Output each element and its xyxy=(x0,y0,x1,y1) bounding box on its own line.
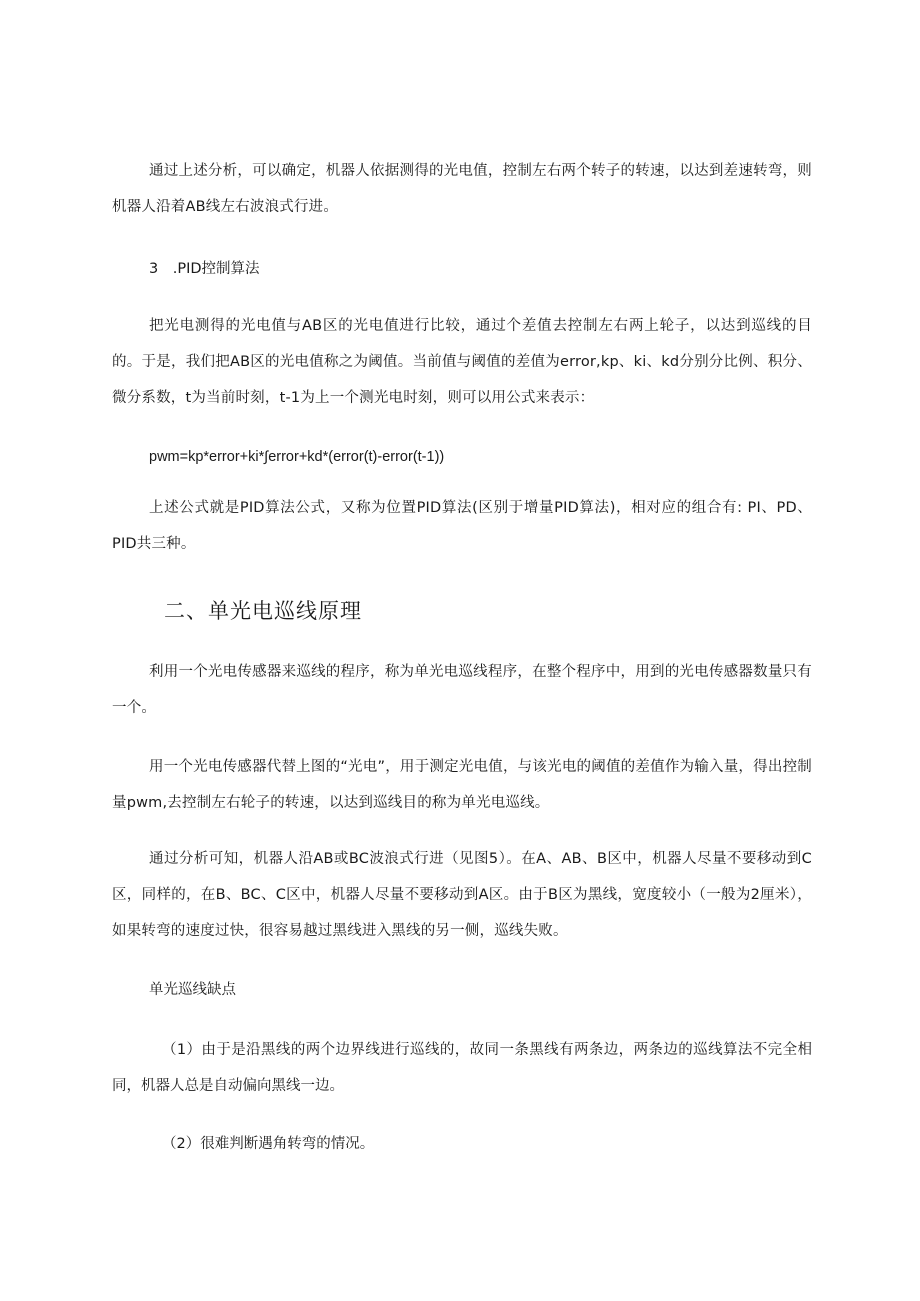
paragraph-single-sensor-method: 用一个光电传感器代替上图的“光电”，用于测定光电值，与该光电的阈值的差值作为输入量，得出控制量pwm,去控制左右轮子的转速，以达到巡线目的称为单光电巡线。 xyxy=(112,759,812,811)
drawback-item-1: （1）由于是沿黑线的两个边界线进行巡线的，故同一条黑线有两条边，两条边的巡线算法不完全相同，机器人总是自动偏向黑线一边。 xyxy=(112,1042,812,1094)
drawback-item-2: （2）很难判断遇角转弯的情况。 xyxy=(162,1136,375,1152)
paragraph-analysis-conclusion: 通过上述分析，可以确定，机器人依据测得的光电值，控制左右两个转子的转速，以达到差速转弯，则机器人沿着AB线左右波浪式行进。 xyxy=(112,163,812,215)
paragraph-single-sensor-definition: 利用一个光电传感器来巡线的程序，称为单光电巡线程序，在整个程序中，用到的光电传感器数量只有一个。 xyxy=(112,664,812,716)
paragraph-pid-description: 把光电测得的光电值与AB区的光电值进行比较，通过个差值去控制左右两上轮子，以达到巡线的目的。于是，我们把AB区的光电值称之为阈值。当前值与阈值的差值为error,kp、ki、kd分别分比例、积分、微分系数，t为当前时刻，t-1为上一个测光电时刻，则可以用公式来表示： xyxy=(112,318,812,406)
heading-pid-algorithm: 3 .PID控制算法 xyxy=(149,261,260,277)
paragraph-pid-combinations: 上述公式就是PID算法公式，又称为位置PID算法(区别于增量PID算法)，相对应的组合有: PI、PD、PID共三种。 xyxy=(112,500,812,552)
heading-drawbacks: 单光巡线缺点 xyxy=(149,982,236,998)
paragraph-wave-motion: 通过分析可知，机器人沿AB或BC波浪式行进（见图5）。在A、AB、B区中，机器人尽量不要移动到C区，同样的，在B、BC、C区中，机器人尽量不要移动到A区。由于B区为黑线，宽度较小（一般为2厘米），如果转弯的速度过快，很容易越过黑线进入黑线的另一侧，巡线失败。 xyxy=(112,851,812,939)
section-title-single-sensor: 二、单光电巡线原理 xyxy=(164,599,362,623)
pid-formula: pwm=kp*error+ki*∫error+kd*(error(t)-error(t-1)) xyxy=(149,449,445,465)
